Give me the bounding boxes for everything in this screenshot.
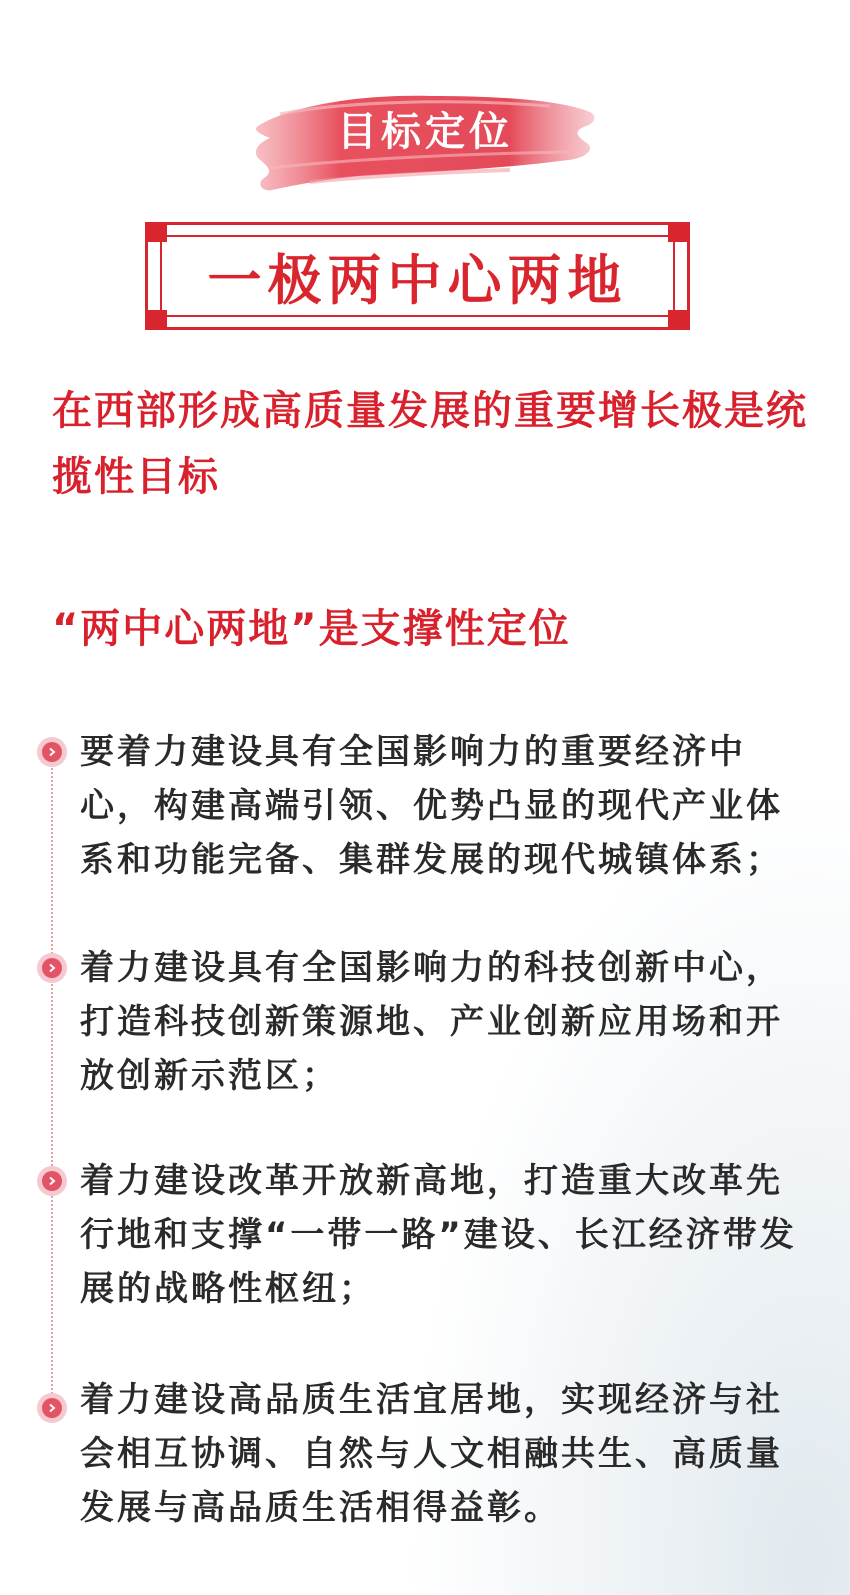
- list-item: 着力建设具有全国影响力的科技创新中心，打造科技创新策源地、产业创新应用场和开放创新示范区；: [80, 948, 783, 1096]
- bullet-marker: [37, 737, 67, 767]
- heading-frame: [145, 222, 690, 330]
- statement-overall-goal: 在西部形成高质量发展的重要增长极是统揽性目标: [52, 388, 808, 500]
- list-item: 要着力建设具有全国影响力的重要经济中心，构建高端引领、优势凸显的现代产业体系和功能完备、集群发展的现代城镇体系；: [80, 732, 783, 880]
- chevron-right-icon: [47, 963, 57, 973]
- chevron-right-icon: [47, 747, 57, 757]
- bullet-marker: [37, 1393, 67, 1423]
- list-item: 着力建设高品质生活宜居地，实现经济与社会相互协调、自然与人文相融共生、高质量发展与高品质生活相得益彰。: [80, 1380, 783, 1528]
- timeline-line: [51, 760, 53, 1410]
- chevron-right-icon: [47, 1403, 57, 1413]
- statement-supporting-positioning: “两中心两地”是支撑性定位: [52, 606, 571, 652]
- section-banner: [250, 86, 600, 198]
- bullet-marker: [37, 1166, 67, 1196]
- bullet-marker: [37, 953, 67, 983]
- list-item: 着力建设改革开放新高地，打造重大改革先行地和支撑“一带一路”建设、长江经济带发展的战略性枢纽；: [80, 1161, 797, 1309]
- heading-title: 一极两中心两地: [207, 248, 628, 312]
- banner-label: 目标定位: [337, 108, 513, 155]
- chevron-right-icon: [47, 1176, 57, 1186]
